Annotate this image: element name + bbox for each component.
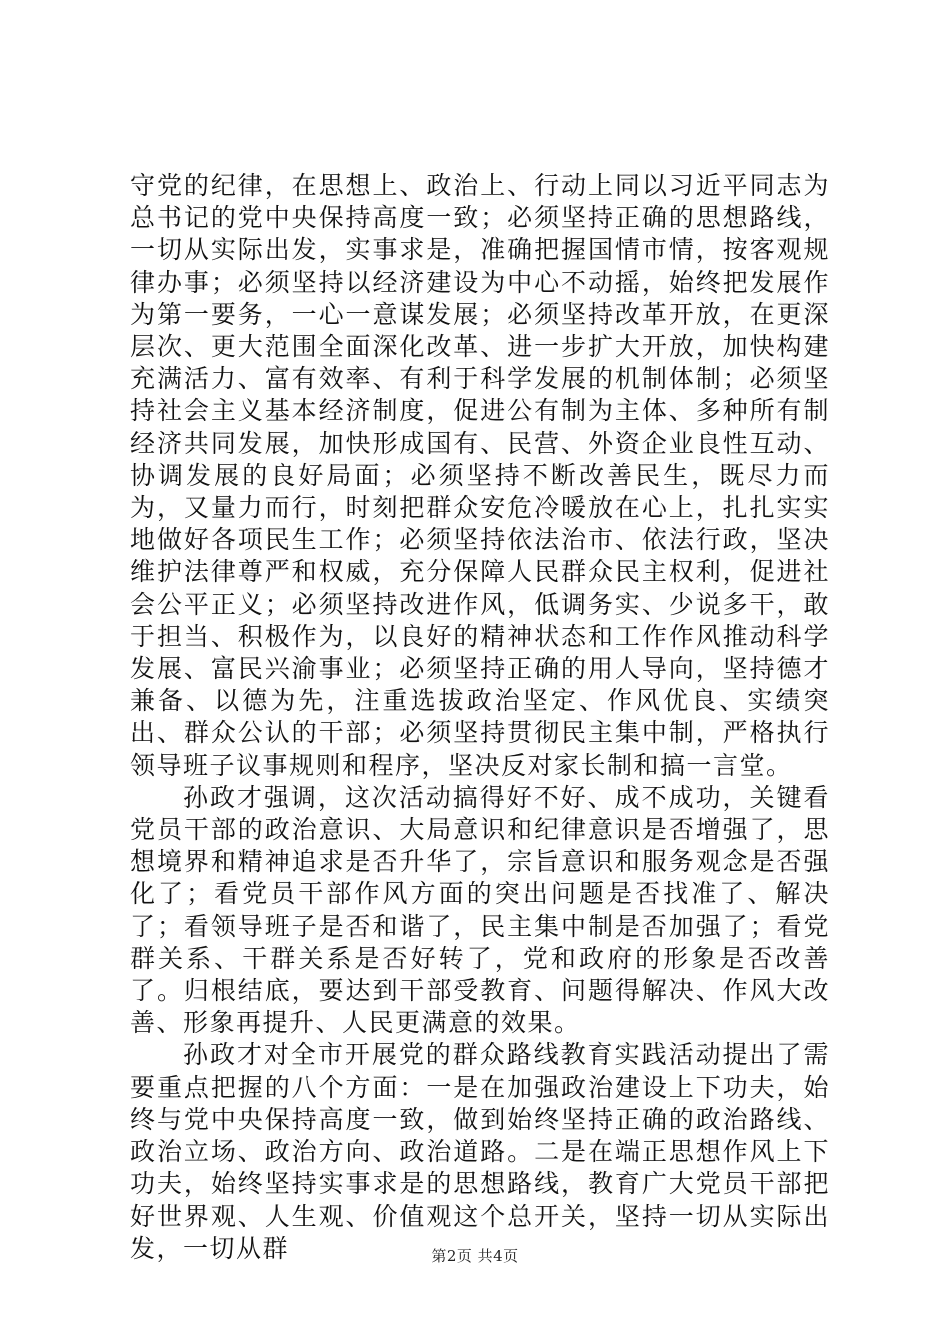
paragraph-eight-aspects: 孙政才对全市开展党的群众路线教育实践活动提出了需要重点把握的八个方面：一是在加强政治建设上下功夫，始终与党中央保持高度一致，做到始终坚持正确的政治路线、政治立场、政治方向、政治道路。二是在端正思想作风上下功夫，始终坚持实事求是的思想路线，教育广大党员干部把好世界观、人生观、价值观这个总开关，坚持一切从实际出发，一切从群 [130, 1040, 830, 1263]
page-number-footer: 第2页 共4页 [431, 1247, 519, 1265]
paragraph-evaluation-criteria: 孙政才强调，这次活动搞得好不好、成不成功，关键看党员干部的政治意识、大局意识和纪律意识是否增强了，思想境界和精神追求是否升华了，宗旨意识和服务观念是否强化了；看党员干部作风方面的突出问题是否找准了、解决了；看领导班子是否和谐了，民主集中制是否加强了；看党群关系、干群关系是否好转了，党和政府的形象是否改善了。归根结底，要达到干部受教育、问题得解决、作风大改善、形象再提升、人民更满意的效果。 [130, 782, 830, 1038]
paragraph-continued: 守党的纪律，在思想上、政治上、行动上同以习近平同志为总书记的党中央保持高度一致；必须坚持正确的思想路线，一切从实际出发，实事求是，准确把握国情市情，按客观规律办事；必须坚持以经济建设为中心不动摇，始终把发展作为第一要务，一心一意谋发展；必须坚持改革开放，在更深层次、更大范围全面深化改革、进一步扩大开放，加快构建充满活力、富有效率、有利于科学发展的机制体制；必须坚持社会主义基本经济制度，促进公有制为主体、多种所有制经济共同发展，加快形成国有、民营、外资企业良性互动、协调发展的良好局面；必须坚持不断改善民生，既尽力而为，又量力而行，时刻把群众安危冷暖放在心上，扎扎实实地做好各项民生工作；必须坚持依法治市、依法行政，坚决维护法律尊严和权威，充分保障人民群众民主权利，促进社会公平正义；必须坚持改进作风，低调务实、少说多干，敢于担当、积极作为，以良好的精神状态和工作作风推动科学发展、富民兴渝事业；必须坚持正确的用人导向，坚持德才兼备、以德为先，注重选拔政治坚定、作风优良、实绩突出、群众公认的干部；必须坚持贯彻民主集中制，严格执行领导班子议事规则和程序，坚决反对家长制和搞一言堂。 [130, 171, 830, 780]
document-body [130, 170, 830, 1265]
